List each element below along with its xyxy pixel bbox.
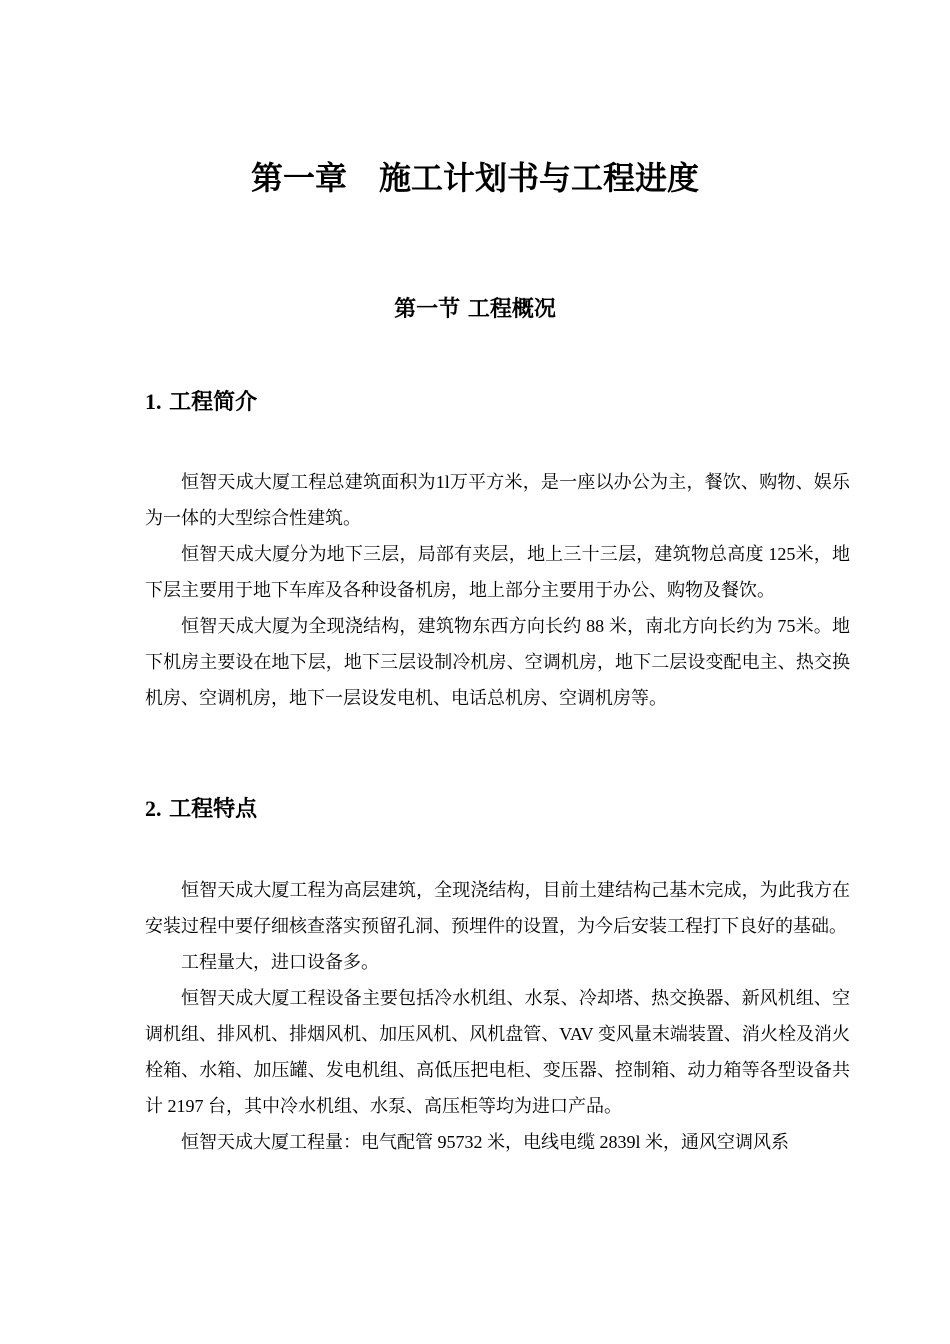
paragraph: 恒智天成大厦工程量：电气配管 95732 米，电线电缆 2839l 米，通风空调风系 <box>181 1132 789 1152</box>
section-title: 第一节 工程概况 <box>394 297 556 322</box>
sub-heading-text: 工程特点 <box>169 797 258 822</box>
project-intro-body <box>145 464 850 716</box>
sub-heading-number: 1. <box>145 389 162 414</box>
sub-heading-number: 2. <box>145 796 162 821</box>
paragraph: 工程量大，进口设备多。 <box>181 952 379 972</box>
paragraph: 恒智天成大厦为全现浇结构，建筑物东西方向长约 88 米，南北方向长约为 75米。地下机房主要设在地下层，地下三层设制冷机房、空调机房，地下二层设变配电主、热交换机房、空调机房，地下一层设发电机、电话总机房、空调机房等。 <box>145 616 850 708</box>
sub-heading-project-features <box>145 793 257 826</box>
sub-heading-text: 工程简介 <box>169 390 258 415</box>
paragraph: 恒智天成大厦工程为高层建筑，全现浇结构，目前土建结构己基木完成，为此我方在安装过程中要仔细核查落实预留孔洞、预埋件的设置，为今后安装工程打下良好的基础。 <box>145 880 850 936</box>
chapter-title: 第一章 施工计划书与工程进度 <box>250 159 699 197</box>
paragraph: 恒智天成大厦工程总建筑面积为1l万平方米，是一座以办公为主，餐饮、购物、娱乐为一体的大型综合性建筑。 <box>145 472 850 528</box>
project-features-body <box>145 872 850 1160</box>
paragraph: 恒智天成大厦分为地下三层，局部有夹层，地上三十三层，建筑物总高度 125米，地下层主要用于地下车库及各种设备机房，地上部分主要用于办公、购物及餐饮。 <box>145 544 850 600</box>
sub-heading-project-intro <box>145 386 257 419</box>
paragraph: 恒智天成大厦工程设备主要包括冷水机组、水泵、冷却塔、热交换器、新风机组、空调机组、排风机、排烟风机、加压风机、风机盘管、VAV 变风量末端装置、消火栓及消火栓箱、水箱、加压罐、发电机组、高低压把电柜、变压器、控制箱、动力箱等各型设备共计 2197 台，其中冷水机组、水泵、高压柜等均为进口产品。 <box>145 988 850 1116</box>
